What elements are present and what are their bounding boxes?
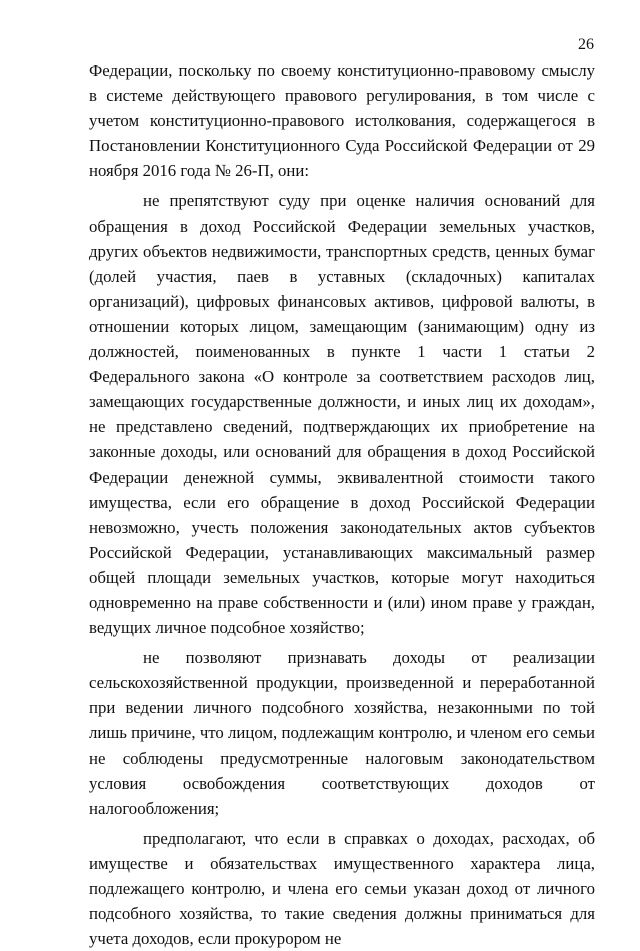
paragraph-continuation: Федерации, поскольку по своему конституционно-правовому смыслу в системе действующего правового регулирования, в том числе с учетом конституционно-правового истолкования, содержащегося в Постановлении Конституционного Суда Российской Федерации от 29 ноября 2016 года № 26-П, они:: [89, 61, 595, 181]
paragraph-no-obstruction: не препятствуют суду при оценке наличия оснований для обращения в доход Российской Федерации земельных участков, других объектов недвижимости, транспортных средств, ценных бумаг (долей участия, паев в уставных (складочных) капиталах организаций), цифровых финансовых активов, цифровой валюты, в отношении которых лицом, замещающим (занимающим) одну из должностей, поименованных в пункте 1 части 1 статьи 2 Федерального закона «О контроле за соответствием расходов лиц, замещающих государственные должности, и иных лиц их доходам», не представлено сведений, подтверждающих их приобретение на законные доходы, или оснований для обращения в доход Российской Федерации денежной суммы, эквивалентной стоимости такого имущества, если его обращение в доход Российской Федерации невозможно, учесть положения законодательных актов субъектов Российской Федерации, устанавливающих максимальный размер общей площади земельных участков, которые могут находиться одновременно на праве собственности и (или) ином праве у граждан, ведущих личное подсобное хозяйство;: [89, 191, 595, 638]
page-number: 26: [578, 36, 594, 53]
paragraph-agricultural-income: не позволяют признавать доходы от реализации сельскохозяйственной продукции, произведенной и переработанной при ведении личного подсобного хозяйства, незаконными по той лишь причине, что лицом, подлежащим контролю, и членом его семьи не соблюдены предусмотренные налоговым законодательством условия освобождения соответствующих доходов от налогообложения;: [89, 648, 595, 818]
paragraph-income-declaration: предполагают, что если в справках о доходах, расходах, об имуществе и обязательствах имущественного характера лица, подлежащего контролю, и члена его семьи указан доход от личного подсобного хозяйства, то такие сведения должны приниматься для учета доходов, если прокурором не: [89, 828, 595, 949]
document-body: [89, 58, 595, 951]
